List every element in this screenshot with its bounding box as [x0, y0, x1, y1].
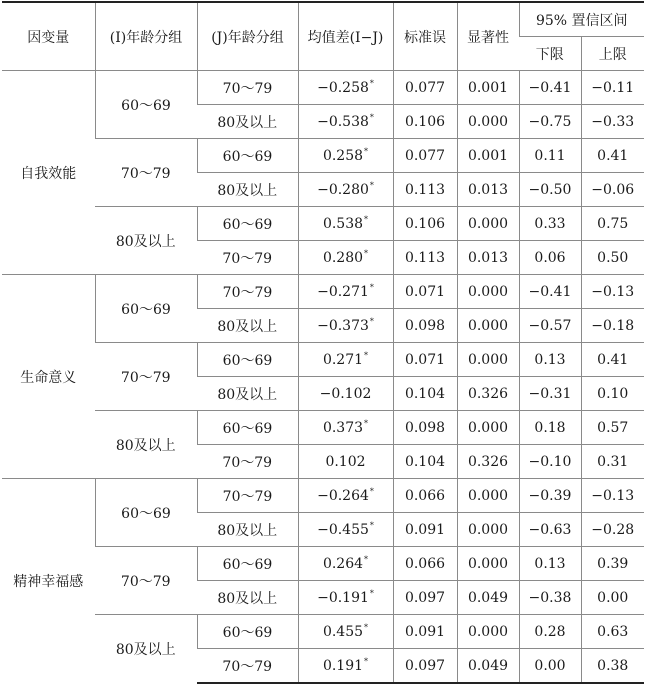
significance-cell: 0.000: [457, 105, 519, 139]
ci-lower-cell: −0.31: [519, 377, 581, 411]
significance-cell: 0.001: [457, 71, 519, 105]
standard-error-cell: 0.071: [393, 275, 457, 309]
mean-difference-value: −0.271: [317, 284, 369, 300]
mean-difference-cell: [298, 275, 393, 309]
group-j-cell: 80及以上: [197, 377, 298, 411]
table-row: [2, 411, 644, 445]
dependent-variable-cell: 生命意义: [2, 275, 95, 479]
group-j-cell: 80及以上: [197, 173, 298, 207]
mean-difference-value: 0.373: [322, 420, 364, 436]
header-significance: 显著性: [457, 2, 519, 71]
group-j-cell: 70～79: [197, 649, 298, 684]
table-header: [2, 2, 644, 71]
significance-cell: 0.000: [457, 343, 519, 377]
ci-lower-cell: −0.41: [519, 275, 581, 309]
ci-upper-cell: −0.28: [581, 513, 644, 547]
significance-cell: 0.013: [457, 173, 519, 207]
table-row: [2, 139, 644, 173]
group-i-cell: 60～69: [95, 71, 197, 139]
standard-error-cell: 0.104: [393, 445, 457, 479]
table-row: [2, 479, 644, 513]
significance-cell: 0.000: [457, 615, 519, 649]
significance-marker: *: [369, 521, 374, 530]
ci-lower-cell: −0.41: [519, 71, 581, 105]
significance-cell: 0.326: [457, 445, 519, 479]
ci-upper-cell: 0.41: [581, 139, 644, 173]
mean-difference-cell: [298, 377, 393, 411]
significance-cell: 0.000: [457, 207, 519, 241]
header-group-j: (J)年龄分组: [197, 2, 298, 71]
table-row: [2, 343, 644, 377]
group-i-cell: 70～79: [95, 343, 197, 411]
ci-lower-cell: 0.28: [519, 615, 581, 649]
mean-difference-value: 0.538: [322, 216, 364, 232]
group-j-cell: 60～69: [197, 207, 298, 241]
ci-lower-cell: 0.13: [519, 343, 581, 377]
mean-difference-cell: [298, 343, 393, 377]
ci-upper-cell: 0.39: [581, 547, 644, 581]
group-j-cell: 80及以上: [197, 581, 298, 615]
significance-marker: *: [364, 147, 369, 156]
significance-marker: *: [369, 181, 374, 190]
significance-cell: 0.000: [457, 513, 519, 547]
significance-cell: 0.049: [457, 649, 519, 684]
ci-upper-cell: 0.00: [581, 581, 644, 615]
standard-error-cell: 0.097: [393, 649, 457, 684]
ci-lower-cell: 0.11: [519, 139, 581, 173]
group-j-cell: 80及以上: [197, 513, 298, 547]
header-mean-difference: 均值差(I−J): [298, 2, 393, 71]
group-i-cell: 60～69: [95, 479, 197, 547]
significance-marker: *: [369, 113, 374, 122]
significance-cell: 0.000: [457, 479, 519, 513]
standard-error-cell: 0.066: [393, 547, 457, 581]
ci-upper-cell: −0.13: [581, 275, 644, 309]
mean-difference-cell: [298, 513, 393, 547]
mean-difference-value: 0.191: [322, 658, 364, 674]
standard-error-cell: 0.098: [393, 309, 457, 343]
ci-upper-cell: 0.31: [581, 445, 644, 479]
mean-difference-value: 0.455: [322, 624, 364, 640]
mean-difference-value: 0.271: [322, 352, 364, 368]
mean-difference-cell: [298, 649, 393, 684]
mean-difference-cell: [298, 71, 393, 105]
posthoc-comparison-table: [2, 1, 644, 684]
mean-difference-cell: [298, 445, 393, 479]
table-body: [2, 71, 644, 684]
mean-difference-value: 0.264: [322, 556, 364, 572]
group-i-cell: 70～79: [95, 139, 197, 207]
group-j-cell: 70～79: [197, 71, 298, 105]
significance-marker: *: [369, 283, 374, 292]
group-j-cell: 70～79: [197, 445, 298, 479]
significance-marker: *: [369, 79, 374, 88]
mean-difference-value: −0.455: [317, 522, 369, 538]
significance-cell: 0.000: [457, 309, 519, 343]
ci-lower-cell: 0.18: [519, 411, 581, 445]
significance-cell: 0.001: [457, 139, 519, 173]
significance-marker: *: [364, 555, 369, 564]
group-j-cell: 70～79: [197, 275, 298, 309]
ci-lower-cell: 0.13: [519, 547, 581, 581]
ci-upper-cell: 0.63: [581, 615, 644, 649]
standard-error-cell: 0.106: [393, 105, 457, 139]
mean-difference-value: −0.102: [319, 385, 372, 402]
ci-upper-cell: −0.13: [581, 479, 644, 513]
significance-cell: 0.000: [457, 275, 519, 309]
standard-error-cell: 0.106: [393, 207, 457, 241]
ci-upper-cell: −0.33: [581, 105, 644, 139]
mean-difference-value: −0.373: [317, 318, 369, 334]
standard-error-cell: 0.077: [393, 139, 457, 173]
ci-upper-cell: 0.10: [581, 377, 644, 411]
dependent-variable-cell: 精神幸福感: [2, 479, 95, 684]
mean-difference-cell: [298, 581, 393, 615]
mean-difference-cell: [298, 411, 393, 445]
ci-upper-cell: 0.50: [581, 241, 644, 275]
group-i-cell: 80及以上: [95, 615, 197, 684]
ci-lower-cell: −0.50: [519, 173, 581, 207]
mean-difference-value: −0.280: [317, 182, 369, 198]
significance-marker: *: [364, 623, 369, 632]
table-row: [2, 615, 644, 649]
ci-lower-cell: −0.39: [519, 479, 581, 513]
group-i-cell: 70～79: [95, 547, 197, 615]
group-i-cell: 80及以上: [95, 411, 197, 479]
significance-marker: *: [369, 317, 374, 326]
mean-difference-cell: [298, 105, 393, 139]
ci-lower-cell: 0.33: [519, 207, 581, 241]
ci-lower-cell: 0.00: [519, 649, 581, 684]
significance-marker: *: [364, 215, 369, 224]
ci-upper-cell: 0.57: [581, 411, 644, 445]
significance-marker: *: [364, 657, 369, 666]
standard-error-cell: 0.077: [393, 71, 457, 105]
group-j-cell: 60～69: [197, 547, 298, 581]
ci-upper-cell: 0.41: [581, 343, 644, 377]
group-j-cell: 80及以上: [197, 105, 298, 139]
ci-lower-cell: −0.75: [519, 105, 581, 139]
significance-marker: *: [369, 487, 374, 496]
standard-error-cell: 0.098: [393, 411, 457, 445]
ci-lower-cell: −0.38: [519, 581, 581, 615]
ci-upper-cell: −0.06: [581, 173, 644, 207]
mean-difference-cell: [298, 207, 393, 241]
standard-error-cell: 0.097: [393, 581, 457, 615]
table-row: [2, 275, 644, 309]
mean-difference-value: −0.264: [317, 488, 369, 504]
group-j-cell: 60～69: [197, 615, 298, 649]
significance-cell: 0.000: [457, 547, 519, 581]
table-row: [2, 207, 644, 241]
significance-cell: 0.013: [457, 241, 519, 275]
group-j-cell: 60～69: [197, 343, 298, 377]
standard-error-cell: 0.113: [393, 173, 457, 207]
ci-lower-cell: −0.10: [519, 445, 581, 479]
header-standard-error: 标准误: [393, 2, 457, 71]
dependent-variable-cell: 自我效能: [2, 71, 95, 275]
significance-marker: *: [364, 419, 369, 428]
significance-marker: *: [369, 589, 374, 598]
significance-cell: 0.049: [457, 581, 519, 615]
mean-difference-value: 0.280: [322, 250, 364, 266]
group-j-cell: 60～69: [197, 411, 298, 445]
group-i-cell: 60～69: [95, 275, 197, 343]
standard-error-cell: 0.091: [393, 513, 457, 547]
mean-difference-cell: [298, 309, 393, 343]
mean-difference-value: 0.102: [325, 453, 366, 470]
ci-lower-cell: −0.63: [519, 513, 581, 547]
significance-marker: *: [364, 249, 369, 258]
standard-error-cell: 0.066: [393, 479, 457, 513]
mean-difference-value: −0.258: [317, 80, 369, 96]
header-group-i: (I)年龄分组: [95, 2, 197, 71]
mean-difference-cell: [298, 173, 393, 207]
header-confidence-interval: 95% 置信区间: [519, 2, 644, 37]
mean-difference-value: 0.258: [322, 148, 364, 164]
ci-upper-cell: −0.11: [581, 71, 644, 105]
ci-upper-cell: 0.38: [581, 649, 644, 684]
header-dependent-variable: 因变量: [2, 2, 95, 71]
standard-error-cell: 0.113: [393, 241, 457, 275]
significance-marker: *: [364, 351, 369, 360]
group-i-cell: 80及以上: [95, 207, 197, 275]
standard-error-cell: 0.091: [393, 615, 457, 649]
significance-cell: 0.326: [457, 377, 519, 411]
table-row: [2, 71, 644, 105]
group-j-cell: 70～79: [197, 479, 298, 513]
standard-error-cell: 0.071: [393, 343, 457, 377]
table-row: [2, 547, 644, 581]
mean-difference-cell: [298, 479, 393, 513]
mean-difference-cell: [298, 139, 393, 173]
ci-lower-cell: −0.57: [519, 309, 581, 343]
mean-difference-value: −0.538: [317, 114, 369, 130]
ci-upper-cell: 0.75: [581, 207, 644, 241]
group-j-cell: 60～69: [197, 139, 298, 173]
mean-difference-cell: [298, 547, 393, 581]
standard-error-cell: 0.104: [393, 377, 457, 411]
group-j-cell: 80及以上: [197, 309, 298, 343]
mean-difference-cell: [298, 615, 393, 649]
significance-cell: 0.000: [457, 411, 519, 445]
ci-upper-cell: −0.18: [581, 309, 644, 343]
header-upper-bound: 上限: [581, 37, 644, 71]
mean-difference-value: −0.191: [317, 590, 369, 606]
ci-lower-cell: 0.06: [519, 241, 581, 275]
mean-difference-cell: [298, 241, 393, 275]
header-lower-bound: 下限: [519, 37, 581, 71]
group-j-cell: 70～79: [197, 241, 298, 275]
